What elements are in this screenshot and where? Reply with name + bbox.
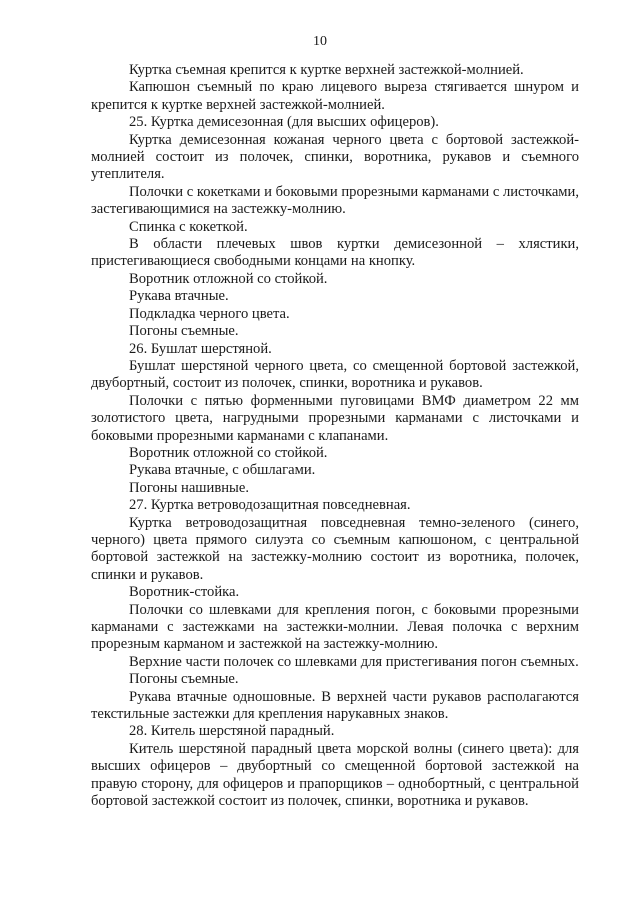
paragraph: Бушлат шерстяной черного цвета, со смещенной бортовой застежкой, двубортный, состоит из полочек, спинки, воротника и рукавов. — [91, 357, 579, 392]
paragraph: Рукава втачные. — [129, 288, 229, 305]
paragraph: Погоны съемные. — [129, 671, 239, 688]
paragraph: Рукава втачные, с обшлагами. — [129, 462, 316, 479]
paragraph: В области плечевых швов куртки демисезонной – хлястики, пристегивающиеся свободными концами на кнопку. — [91, 236, 579, 270]
paragraph: Куртка съемная крепится к куртке верхней застежкой-молнией. — [129, 62, 524, 78]
paragraph: Погоны съемные. — [129, 323, 239, 340]
paragraph: Полочки с кокетками и боковыми прорезными карманами с листочками, застегивающимися на застежку-молнию. — [91, 183, 579, 218]
section-heading-28: 28. Китель шерстяной парадный. — [129, 723, 335, 740]
paragraph: Воротник отложной со стойкой. — [129, 270, 328, 287]
paragraph: Спинка с кокеткой. — [129, 218, 248, 235]
section-heading-26: 26. Бушлат шерстяной. — [129, 340, 272, 357]
paragraph: Китель шерстяной парадный цвета морской волны (синего цвета): для высших офицеров – двубортный со смещенной бортовой застежкой на правую сторону, для офицеров и прапорщиков – однобортный, с центральной бортовой застежкой состоит из полочек, спинки, воротника и рукавов. — [91, 740, 579, 810]
section-heading-27: 27. Куртка ветроводозащитная повседневная. — [129, 497, 411, 514]
paragraph: Куртка ветроводозащитная повседневная темно-зеленого (синего, черного) цвета прямого силуэта со съемным капюшоном, с центральной бортовой застежкой на застежку-молнию состоит из воротника, полочек, спинки и рукавов. — [91, 514, 579, 583]
paragraph: Верхние части полочек со шлевками для пристегивания погон съемных. — [129, 653, 579, 670]
paragraph: Капюшон съемный по краю лицевого выреза стягивается шнуром и крепится к куртке верхней застежкой-молнией. — [91, 79, 579, 113]
section-heading-25: 25. Куртка демисезонная (для высших офицеров). — [129, 114, 439, 131]
paragraph: Куртка демисезонная кожаная черного цвета с бортовой застежкой-молнией состоит из полочек, спинки, воротника, рукавов и съемного утеплителя. — [91, 131, 579, 183]
paragraph: Полочки со шлевками для крепления погон, с боковыми прорезными карманами с застежками на застежки-молнии. Левая полочка с верхним прорезным карманом и застежкой на застежку-молнию. — [91, 601, 579, 653]
document-body — [91, 62, 579, 810]
paragraph: Рукава втачные одношовные. В верхней части рукавов располагаются текстильные застежки для крепления нарукавных знаков. — [91, 688, 579, 723]
paragraph: Погоны нашивные. — [129, 479, 249, 496]
page-number: 10 — [313, 34, 327, 49]
paragraph: Полочки с пятью форменными пуговицами ВМФ диаметром 22 мм золотистого цвета, нагрудными прорезными карманами с листочками и боковыми прорезными карманами с клапанами. — [91, 392, 579, 444]
paragraph: Подкладка черного цвета. — [129, 305, 290, 322]
paragraph: Воротник-стойка. — [129, 584, 240, 601]
paragraph: Воротник отложной со стойкой. — [129, 444, 328, 461]
